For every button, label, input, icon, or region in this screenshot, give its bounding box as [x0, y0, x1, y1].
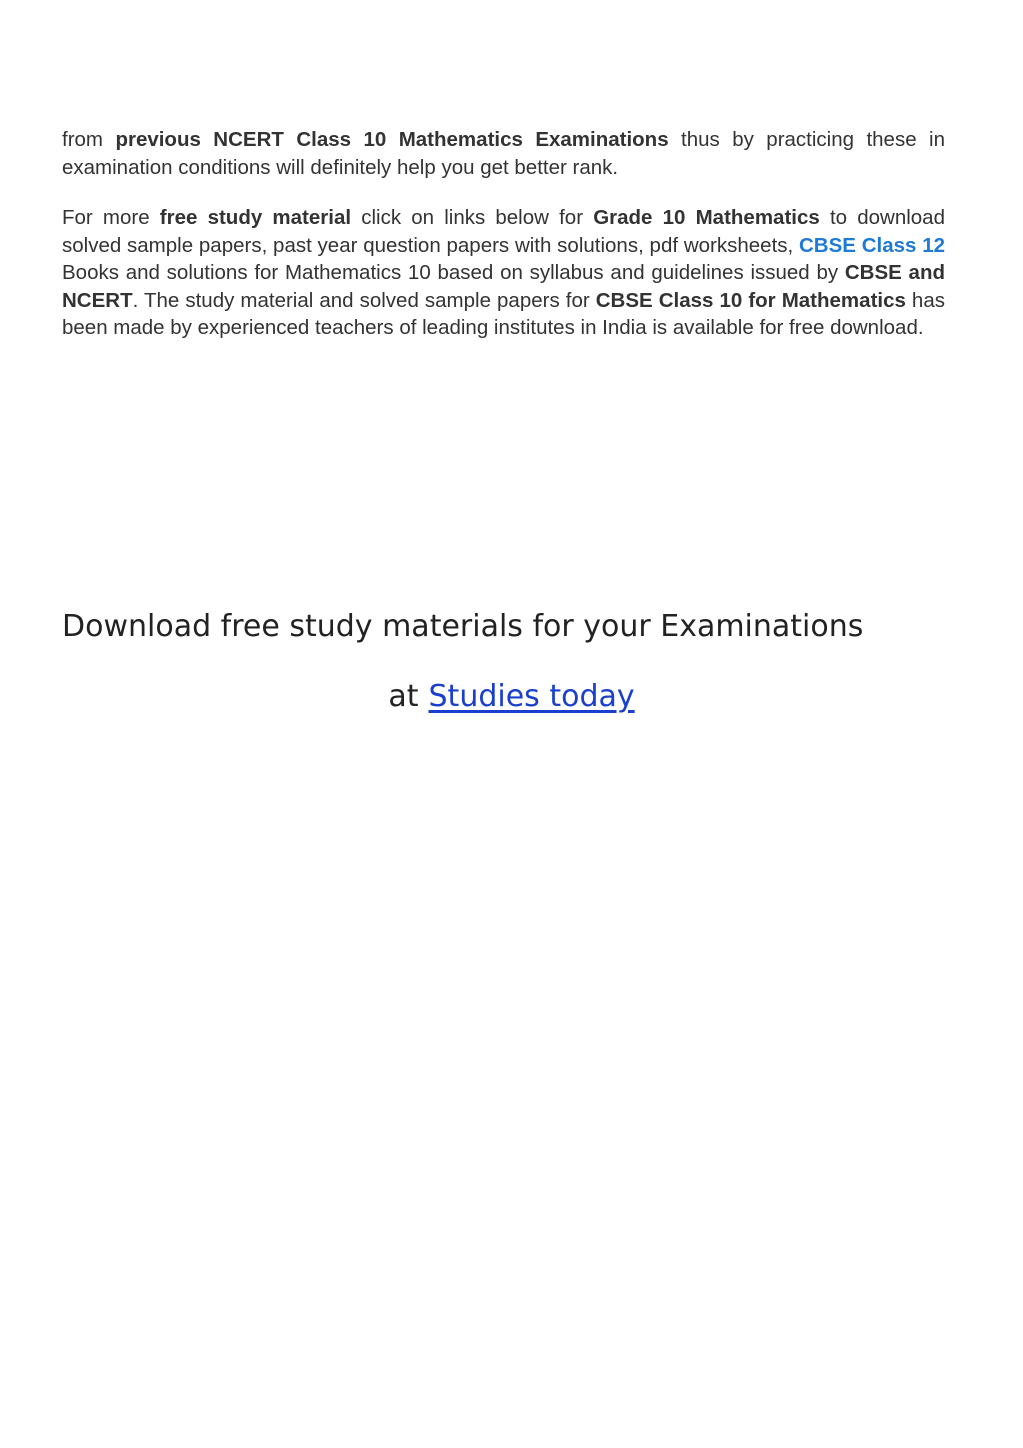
- paragraph-text: thus by practicing these in examination conditions will definitely help you get better rank.: [62, 128, 945, 179]
- paragraph-text: For more: [62, 206, 160, 229]
- paragraph-text: . The study material and solved sample papers for: [132, 288, 596, 312]
- paragraph-text: Books and solutions for Mathematics 10 based on syllabus and guidelines issued by: [62, 261, 845, 285]
- paragraph-text: has been made by experienced teachers of leading institutes in India is available for free download.: [62, 288, 945, 340]
- bold-phrase-previous-exams: previous NCERT Class 10 Mathematics Examinations: [115, 128, 669, 151]
- bold-phrase-cbse-class-10-mathematics: CBSE Class 10 for Mathematics: [595, 288, 906, 312]
- promo-at-text: at: [388, 679, 419, 714]
- promo-link-line: [0, 674, 1023, 720]
- bold-phrase-grade-10-mathematics: Grade 10 Mathematics: [593, 206, 820, 229]
- paragraph-text: from: [62, 128, 116, 151]
- intro-paragraph: [62, 126, 945, 181]
- promo-heading: Download free study materials for your Examinations: [62, 609, 864, 644]
- bold-phrase-free-study-material: free study material: [159, 206, 352, 229]
- paragraph-text: click on links below for: [351, 206, 594, 229]
- bold-phrase-cbse-and-ncert: CBSE and NCERT: [62, 261, 945, 312]
- cbse-class-12-link[interactable]: CBSE Class 12: [798, 233, 945, 257]
- studies-today-link[interactable]: Studies today: [428, 679, 635, 714]
- paragraph-text: to download solved sample papers, past year question papers with solutions, pdf worksheets,: [62, 206, 945, 257]
- study-material-paragraph: [62, 204, 945, 342]
